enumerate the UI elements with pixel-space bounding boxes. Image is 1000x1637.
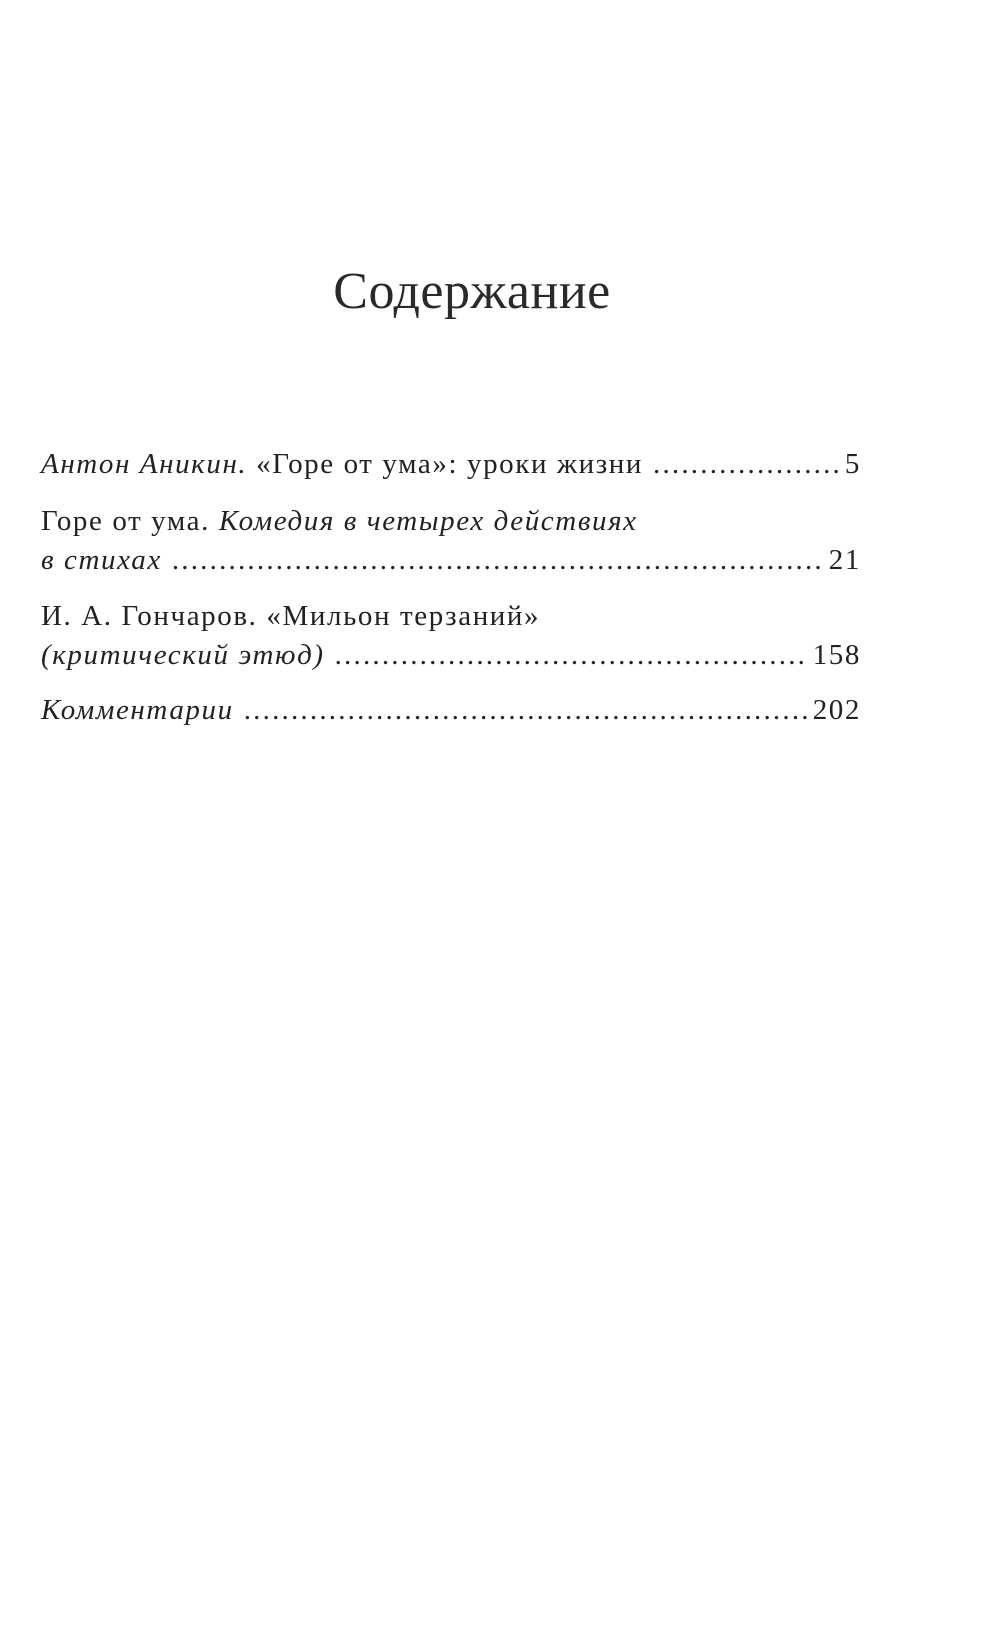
toc-entry-page: 202: [812, 694, 861, 726]
toc-entry-subtitle: Комедия в четырех действиях: [218, 505, 638, 537]
toc-entry-title: «Мильон терзаний»: [266, 600, 541, 632]
toc-entry-introduction[interactable]: [41, 444, 861, 484]
toc-entry-title: «Горе от ума»: уроки жизни: [256, 448, 643, 480]
dot-leader: [335, 635, 807, 675]
toc-entry-title: Комментарии: [41, 694, 234, 726]
dot-leader: [653, 444, 839, 484]
dot-leader: [172, 540, 823, 580]
toc-entry-page: 158: [812, 639, 861, 671]
toc-entry-title: Горе от ума.: [41, 505, 210, 537]
toc-entry-subtitle: (критический этюд): [41, 639, 325, 671]
page-title: Содержание: [333, 263, 611, 320]
toc-entry-page: 21: [828, 544, 861, 576]
toc-entry-subtitle-continued: в стихах: [41, 544, 162, 576]
toc-entry-comedy[interactable]: [41, 502, 861, 580]
toc-entry-goncharov[interactable]: [41, 597, 861, 675]
table-of-contents: [41, 444, 861, 730]
toc-entry-page: 5: [844, 448, 861, 480]
dot-leader: [244, 690, 807, 730]
toc-entry-author: И. А. Гончаров.: [41, 600, 258, 632]
toc-entry-author: Антон Аникин.: [41, 448, 248, 480]
toc-entry-commentary[interactable]: [41, 690, 861, 730]
